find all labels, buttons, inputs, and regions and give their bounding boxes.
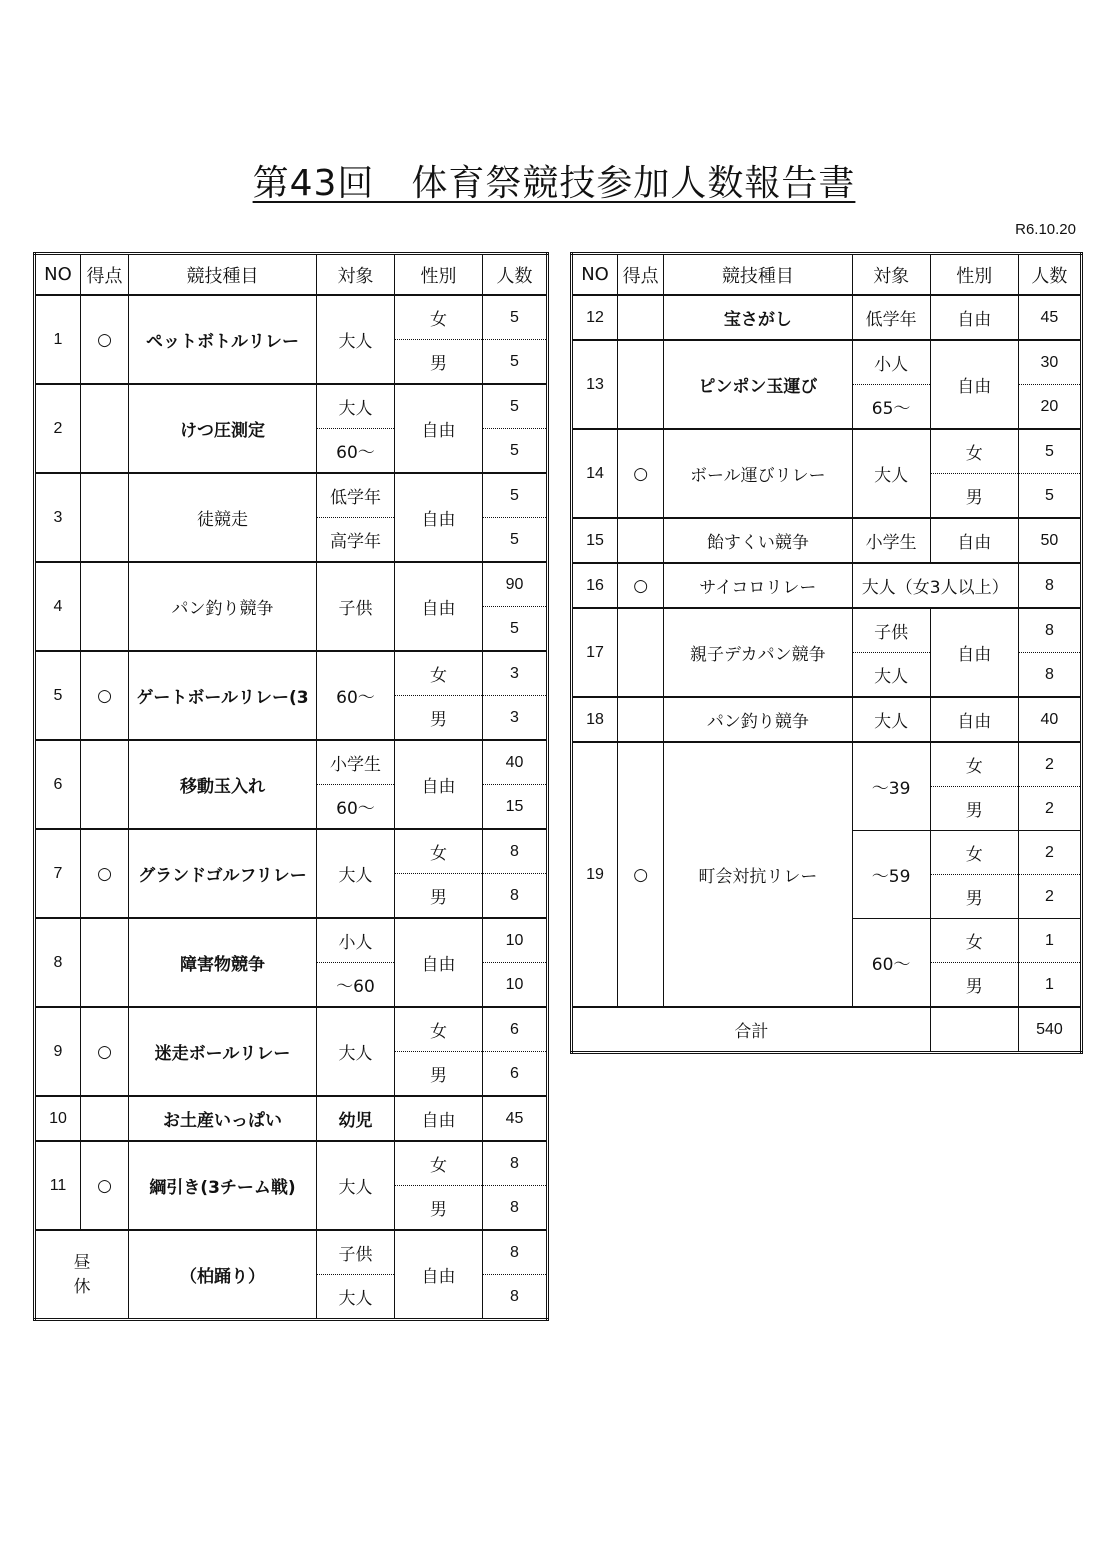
header-row [572, 254, 1082, 296]
row-event: パン釣り競争 [129, 562, 317, 651]
right-table [570, 252, 1083, 1054]
row-event: ボール運びリレー [664, 429, 852, 518]
row-target: 60～ [317, 429, 395, 474]
header-target: 対象 [317, 254, 395, 296]
row-target: 60～ [317, 651, 395, 740]
row-count: 5 [483, 384, 548, 429]
header-count: 人数 [483, 254, 548, 296]
row-score [618, 295, 664, 340]
row-score [618, 697, 664, 742]
row-event: 移動玉入れ [129, 740, 317, 829]
row-event: 徒競走 [129, 473, 317, 562]
row-event: ペットボトルリレー [129, 295, 317, 384]
row-gender: 女 [395, 651, 483, 696]
table-row [35, 295, 548, 340]
row-gender: 男 [930, 875, 1018, 919]
row-score: ○ [81, 1007, 129, 1096]
row-event: （柏踊り） [129, 1230, 317, 1320]
row-target: 大人 [317, 295, 395, 384]
row-event: パン釣り競争 [664, 697, 852, 742]
row-event: 飴すくい競争 [664, 518, 852, 563]
table-row [35, 829, 548, 874]
table-row [35, 1007, 548, 1052]
row-target: 大人 [317, 1275, 395, 1320]
total-label: 合計 [572, 1007, 931, 1053]
row-target: 大人（女3人以上） [852, 563, 1018, 608]
row-target: 小学生 [317, 740, 395, 785]
row-count: 2 [1018, 831, 1081, 875]
row-count: 5 [483, 295, 548, 340]
row-no: 15 [572, 518, 618, 563]
row-gender: 女 [395, 829, 483, 874]
table-row [572, 742, 1082, 787]
row-target: 大人 [317, 384, 395, 429]
table-row [35, 1141, 548, 1186]
row-target: 65～ [852, 385, 930, 430]
row-target: 子供 [852, 608, 930, 653]
row-score [81, 562, 129, 651]
row-event: ピンポン玉運び [664, 340, 852, 429]
row-count: 5 [483, 429, 548, 474]
row-gender: 自由 [930, 295, 1018, 340]
row-event: グランドゴルフリレー [129, 829, 317, 918]
row-gender: 自由 [395, 1096, 483, 1141]
table-row [35, 651, 548, 696]
row-score: ○ [81, 651, 129, 740]
table-row [35, 918, 548, 963]
row-count: 40 [1018, 697, 1081, 742]
row-event: お土産いっぱい [129, 1096, 317, 1141]
row-no: 9 [35, 1007, 81, 1096]
row-target: 大人 [852, 653, 930, 698]
report-date: R6.10.20 [1015, 221, 1076, 238]
row-count: 3 [483, 696, 548, 741]
row-gender: 自由 [395, 384, 483, 473]
row-count: 45 [1018, 295, 1081, 340]
row-no: 4 [35, 562, 81, 651]
row-score [81, 740, 129, 829]
row-no: 19 [572, 742, 618, 1007]
header-score: 得点 [618, 254, 664, 296]
row-count: 20 [1018, 385, 1081, 430]
row-score: ○ [618, 429, 664, 518]
row-target: ～60 [317, 963, 395, 1008]
row-count: 90 [483, 562, 548, 607]
row-no: 13 [572, 340, 618, 429]
row-count: 5 [483, 340, 548, 385]
row-count: 2 [1018, 875, 1081, 919]
row-target: 60～ [852, 919, 930, 1008]
row-target: 大人 [852, 429, 930, 518]
row-count: 8 [483, 1141, 548, 1186]
row-score: ○ [81, 295, 129, 384]
row-no: 6 [35, 740, 81, 829]
row-no: 10 [35, 1096, 81, 1141]
row-no: 11 [35, 1141, 81, 1230]
row-score: ○ [618, 742, 664, 1007]
row-target: 大人 [317, 1141, 395, 1230]
row-event: ゲートボールリレー(3 [129, 651, 317, 740]
row-gender: 女 [395, 295, 483, 340]
table-row [35, 740, 548, 785]
row-gender: 女 [930, 831, 1018, 875]
table-row [35, 384, 548, 429]
row-score [81, 918, 129, 1007]
row-count: 10 [483, 918, 548, 963]
row-count: 8 [1018, 653, 1081, 698]
row-gender: 女 [395, 1007, 483, 1052]
row-gender: 自由 [930, 518, 1018, 563]
row-no: 17 [572, 608, 618, 697]
row-gender: 自由 [395, 1230, 483, 1320]
row-no: 2 [35, 384, 81, 473]
row-score [81, 1096, 129, 1141]
row-score: ○ [81, 829, 129, 918]
row-lunch-label [35, 1230, 129, 1320]
row-count: 8 [1018, 563, 1081, 608]
row-count: 30 [1018, 340, 1081, 385]
row-gender: 男 [930, 474, 1018, 519]
row-count: 5 [1018, 429, 1081, 474]
left-table [33, 252, 549, 1321]
header-target: 対象 [852, 254, 930, 296]
row-no: 18 [572, 697, 618, 742]
row-gender: 男 [395, 1052, 483, 1097]
total-row [572, 1007, 1082, 1053]
header-count: 人数 [1018, 254, 1081, 296]
row-count: 8 [483, 1186, 548, 1231]
row-gender: 自由 [930, 608, 1018, 697]
header-score: 得点 [81, 254, 129, 296]
row-count: 15 [483, 785, 548, 830]
row-count: 8 [483, 1230, 548, 1275]
row-target: 低学年 [852, 295, 930, 340]
row-score [81, 384, 129, 473]
header-gender: 性別 [930, 254, 1018, 296]
header-event: 競技種目 [129, 254, 317, 296]
row-count: 8 [483, 1275, 548, 1320]
row-target: 大人 [317, 1007, 395, 1096]
row-no: 5 [35, 651, 81, 740]
table-row [35, 562, 548, 607]
row-gender: 自由 [395, 918, 483, 1007]
row-target: ～39 [852, 742, 930, 831]
row-score [618, 518, 664, 563]
row-gender: 女 [930, 429, 1018, 474]
row-score: ○ [81, 1141, 129, 1230]
row-count: 45 [483, 1096, 548, 1141]
row-event: 綱引き(3チーム戦) [129, 1141, 317, 1230]
row-no: 7 [35, 829, 81, 918]
row-gender: 自由 [395, 473, 483, 562]
header-no: NO [35, 254, 81, 296]
row-count: 5 [483, 607, 548, 652]
row-event: 迷走ボールリレー [129, 1007, 317, 1096]
lunch-label-text: 昼休 [73, 1252, 91, 1297]
row-gender: 男 [930, 787, 1018, 831]
row-count: 5 [483, 518, 548, 563]
table-row [572, 429, 1082, 474]
table-row [35, 1230, 548, 1275]
row-gender: 女 [930, 919, 1018, 963]
row-score: ○ [618, 563, 664, 608]
row-target: 子供 [317, 1230, 395, 1275]
row-gender: 自由 [930, 340, 1018, 429]
row-target: 60～ [317, 785, 395, 830]
row-gender: 男 [395, 1186, 483, 1231]
row-target: 低学年 [317, 473, 395, 518]
header-event: 競技種目 [664, 254, 852, 296]
header-row [35, 254, 548, 296]
header-no: NO [572, 254, 618, 296]
page-title: 第43回 体育祭競技参加人数報告書 [252, 163, 856, 204]
row-score [81, 473, 129, 562]
row-gender: 女 [930, 742, 1018, 787]
row-gender: 女 [395, 1141, 483, 1186]
row-count: 2 [1018, 787, 1081, 831]
table-row [572, 608, 1082, 653]
header-gender: 性別 [395, 254, 483, 296]
row-event: 障害物競争 [129, 918, 317, 1007]
total-count: 540 [1018, 1007, 1081, 1053]
row-event: けつ圧測定 [129, 384, 317, 473]
row-count: 3 [483, 651, 548, 696]
row-target: ～59 [852, 831, 930, 919]
row-gender: 自由 [395, 562, 483, 651]
row-target: 小学生 [852, 518, 930, 563]
row-target: 大人 [852, 697, 930, 742]
row-count: 8 [483, 829, 548, 874]
row-gender: 男 [395, 696, 483, 741]
row-event: 宝さがし [664, 295, 852, 340]
row-target: 大人 [317, 829, 395, 918]
table-row [572, 340, 1082, 385]
row-score [618, 340, 664, 429]
row-count: 50 [1018, 518, 1081, 563]
row-target: 小人 [317, 918, 395, 963]
row-gender: 自由 [930, 697, 1018, 742]
row-count: 6 [483, 1007, 548, 1052]
row-target: 小人 [852, 340, 930, 385]
row-count: 8 [1018, 608, 1081, 653]
row-gender: 男 [395, 340, 483, 385]
total-blank [930, 1007, 1018, 1053]
row-no: 12 [572, 295, 618, 340]
row-gender: 男 [930, 963, 1018, 1008]
row-count: 8 [483, 874, 548, 919]
row-target: 高学年 [317, 518, 395, 563]
row-score [618, 608, 664, 697]
row-count: 6 [483, 1052, 548, 1097]
row-no: 14 [572, 429, 618, 518]
row-no: 3 [35, 473, 81, 562]
row-count: 5 [483, 473, 548, 518]
row-count: 1 [1018, 963, 1081, 1008]
table-row [35, 473, 548, 518]
row-gender: 男 [395, 874, 483, 919]
row-event: サイコロリレー [664, 563, 852, 608]
row-no: 1 [35, 295, 81, 384]
row-no: 16 [572, 563, 618, 608]
row-count: 40 [483, 740, 548, 785]
row-no: 8 [35, 918, 81, 1007]
row-count: 5 [1018, 474, 1081, 519]
row-gender: 自由 [395, 740, 483, 829]
row-count: 2 [1018, 742, 1081, 787]
row-target: 幼児 [317, 1096, 395, 1141]
row-count: 1 [1018, 919, 1081, 963]
row-event: 町会対抗リレー [664, 742, 852, 1007]
row-event: 親子デカパン競争 [664, 608, 852, 697]
row-count: 10 [483, 963, 548, 1008]
row-target: 子供 [317, 562, 395, 651]
